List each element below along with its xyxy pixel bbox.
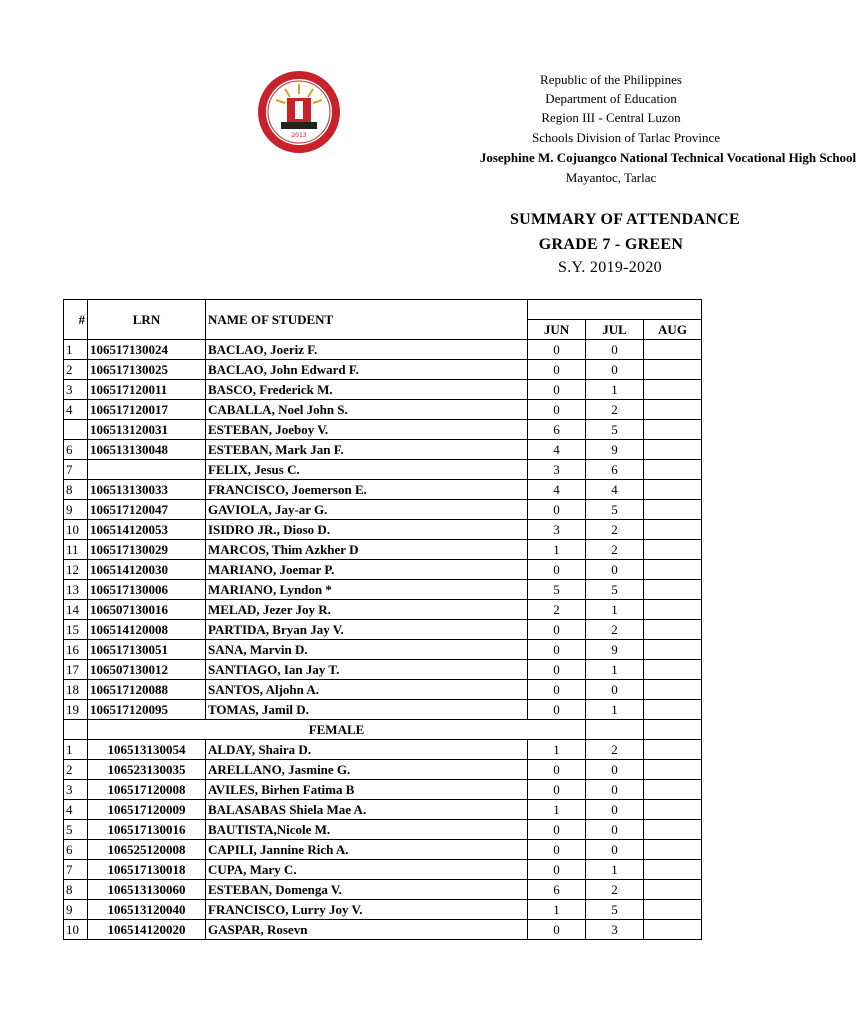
row-jun-absences: 3 [528, 460, 586, 480]
row-lrn: 106517130018 [88, 860, 206, 880]
row-lrn: 106517120095 [88, 700, 206, 720]
row-jun-absences: 3 [528, 520, 586, 540]
row-aug-absences [644, 360, 702, 380]
table-row [64, 340, 702, 360]
row-student-name: MARCOS, Thim Azkher D [206, 540, 528, 560]
header-month-jul: JUL [586, 320, 644, 340]
row-lrn: 106517130024 [88, 340, 206, 360]
table-row [64, 500, 702, 520]
row-aug-absences [644, 820, 702, 840]
row-jul-absences: 0 [586, 680, 644, 700]
row-aug-absences [644, 660, 702, 680]
row-jul-absences: 5 [586, 580, 644, 600]
table-row [64, 680, 702, 700]
row-student-name: AVILES, Birhen Fatima B [206, 780, 528, 800]
row-jul-absences: 0 [586, 340, 644, 360]
row-number: 2 [64, 360, 88, 380]
row-lrn: 106513130048 [88, 440, 206, 460]
table-row [64, 760, 702, 780]
row-lrn: 106517130025 [88, 360, 206, 380]
row-jun-absences: 0 [528, 620, 586, 640]
row-jun-absences: 0 [528, 760, 586, 780]
row-jun-absences: 0 [528, 360, 586, 380]
row-lrn: 106517120047 [88, 500, 206, 520]
title-school-year: S.Y. 2019-2020 [558, 259, 662, 276]
table-row [64, 860, 702, 880]
row-student-name: FRANCISCO, Joemerson E. [206, 480, 528, 500]
table-row [64, 380, 702, 400]
row-jun-absences: 0 [528, 340, 586, 360]
row-aug-absences [644, 780, 702, 800]
row-aug-absences [644, 640, 702, 660]
table-row [64, 660, 702, 680]
row-jun-absences: 0 [528, 820, 586, 840]
row-student-name: FRANCISCO, Lurry Joy V. [206, 900, 528, 920]
row-number: 13 [64, 580, 88, 600]
row-jun-absences: 2 [528, 600, 586, 620]
row-student-name: MARIANO, Lyndon * [206, 580, 528, 600]
row-number: 15 [64, 620, 88, 640]
row-lrn: 106517120009 [88, 800, 206, 820]
female-row-blank [64, 720, 88, 740]
row-jun-absences: 0 [528, 560, 586, 580]
row-lrn: 106507130016 [88, 600, 206, 620]
row-number: 17 [64, 660, 88, 680]
row-jun-absences: 0 [528, 840, 586, 860]
row-aug-absences [644, 540, 702, 560]
row-jul-absences: 5 [586, 420, 644, 440]
row-aug-absences [644, 740, 702, 760]
row-lrn: 106513130054 [88, 740, 206, 760]
table-row [64, 620, 702, 640]
row-jul-absences: 1 [586, 700, 644, 720]
table-row [64, 780, 702, 800]
row-number: 12 [64, 560, 88, 580]
table-row [64, 400, 702, 420]
row-student-name: BASCO, Frederick M. [206, 380, 528, 400]
row-student-name: ALDAY, Shaira D. [206, 740, 528, 760]
row-aug-absences [644, 800, 702, 820]
row-jul-absences: 2 [586, 880, 644, 900]
table-row [64, 840, 702, 860]
row-aug-absences [644, 400, 702, 420]
row-student-name: BACLAO, Joeriz F. [206, 340, 528, 360]
row-aug-absences [644, 760, 702, 780]
header-lrn: LRN [88, 300, 206, 340]
row-number: 14 [64, 600, 88, 620]
row-jul-absences: 3 [586, 920, 644, 940]
row-aug-absences [644, 420, 702, 440]
row-lrn: 106507130012 [88, 660, 206, 680]
row-number: 11 [64, 540, 88, 560]
row-lrn: 106514120008 [88, 620, 206, 640]
row-student-name: ESTEBAN, Domenga V. [206, 880, 528, 900]
header-school-name: Josephine M. Cojuangco National Technical Vocational High School [479, 150, 856, 165]
female-row-blank [586, 720, 644, 740]
row-lrn: 106517130051 [88, 640, 206, 660]
row-number: 8 [64, 480, 88, 500]
row-lrn: 106517130006 [88, 580, 206, 600]
row-student-name: ISIDRO JR., Dioso D. [206, 520, 528, 540]
header-month-jun: JUN [528, 320, 586, 340]
row-jun-absences: 5 [528, 580, 586, 600]
row-aug-absences [644, 920, 702, 940]
row-jun-absences: 1 [528, 540, 586, 560]
row-number: 7 [64, 860, 88, 880]
row-jul-absences: 5 [586, 500, 644, 520]
row-jul-absences: 0 [586, 780, 644, 800]
row-number: 18 [64, 680, 88, 700]
attendance-table [63, 299, 702, 940]
row-number: 5 [64, 820, 88, 840]
table-row [64, 740, 702, 760]
row-jul-absences: 5 [586, 900, 644, 920]
row-lrn: 106517130016 [88, 820, 206, 840]
row-student-name: BACLAO, John Edward F. [206, 360, 528, 380]
table-row [64, 640, 702, 660]
row-lrn: 106513130060 [88, 880, 206, 900]
row-aug-absences [644, 560, 702, 580]
row-student-name: MELAD, Jezer Joy R. [206, 600, 528, 620]
row-lrn: 106514120020 [88, 920, 206, 940]
row-student-name: MARIANO, Joemar P. [206, 560, 528, 580]
row-number: 7 [64, 460, 88, 480]
row-student-name: GASPAR, Rosevn [206, 920, 528, 940]
row-aug-absences [644, 600, 702, 620]
row-student-name: SANA, Marvin D. [206, 640, 528, 660]
row-student-name: ESTEBAN, Joeboy V. [206, 420, 528, 440]
row-student-name: ESTEBAN, Mark Jan F. [206, 440, 528, 460]
female-section-label: FEMALE [88, 720, 586, 740]
table-row [64, 460, 702, 480]
row-aug-absences [644, 840, 702, 860]
row-jun-absences: 0 [528, 400, 586, 420]
row-jul-absences: 2 [586, 520, 644, 540]
header-num: # [64, 300, 88, 340]
row-jun-absences: 0 [528, 660, 586, 680]
title-summary: SUMMARY OF ATTENDANCE [509, 211, 741, 228]
table-row [64, 600, 702, 620]
row-lrn: 106517120017 [88, 400, 206, 420]
row-jul-absences: 1 [586, 600, 644, 620]
row-jun-absences: 0 [528, 860, 586, 880]
row-number: 3 [64, 780, 88, 800]
table-row [64, 440, 702, 460]
row-aug-absences [644, 680, 702, 700]
header-month-aug: AUG [644, 320, 702, 340]
row-jun-absences: 4 [528, 440, 586, 460]
row-jun-absences: 6 [528, 880, 586, 900]
row-jun-absences: 0 [528, 380, 586, 400]
row-number: 1 [64, 740, 88, 760]
row-jun-absences: 0 [528, 640, 586, 660]
row-jul-absences: 2 [586, 540, 644, 560]
row-jul-absences: 9 [586, 440, 644, 460]
table-row [64, 700, 702, 720]
row-jun-absences: 4 [528, 480, 586, 500]
row-aug-absences [644, 500, 702, 520]
row-lrn: 106525120008 [88, 840, 206, 860]
row-number: 8 [64, 880, 88, 900]
row-student-name: PARTIDA, Bryan Jay V. [206, 620, 528, 640]
title-grade: GRADE 7 - GREEN [538, 236, 684, 253]
table-row [64, 360, 702, 380]
header-line-deped: Department of Education [545, 91, 677, 106]
table-row [64, 900, 702, 920]
table-row [64, 560, 702, 580]
row-lrn: 106517130029 [88, 540, 206, 560]
row-jul-absences: 2 [586, 740, 644, 760]
table-row [64, 580, 702, 600]
row-aug-absences [644, 900, 702, 920]
row-jul-absences: 6 [586, 460, 644, 480]
row-student-name: CABALLA, Noel John S. [206, 400, 528, 420]
table-row [64, 820, 702, 840]
row-lrn: 106517120088 [88, 680, 206, 700]
table-row [64, 540, 702, 560]
header-months-span [528, 300, 702, 320]
row-aug-absences [644, 580, 702, 600]
row-number: 9 [64, 900, 88, 920]
row-number: 1 [64, 340, 88, 360]
row-lrn: 106514120030 [88, 560, 206, 580]
table-row [64, 800, 702, 820]
row-jul-absences: 0 [586, 820, 644, 840]
row-number: 10 [64, 520, 88, 540]
row-student-name: BALASABAS Shiela Mae A. [206, 800, 528, 820]
header-name: NAME OF STUDENT [206, 300, 528, 340]
row-aug-absences [644, 380, 702, 400]
row-student-name: FELIX, Jesus C. [206, 460, 528, 480]
row-aug-absences [644, 480, 702, 500]
header-line-division: Schools Division of Tarlac Province [531, 130, 721, 145]
row-lrn: 106514120053 [88, 520, 206, 540]
row-student-name: CAPILI, Jannine Rich A. [206, 840, 528, 860]
row-number: 9 [64, 500, 88, 520]
row-jul-absences: 0 [586, 360, 644, 380]
row-jul-absences: 1 [586, 380, 644, 400]
row-student-name: SANTOS, Aljohn A. [206, 680, 528, 700]
row-lrn: 106517120011 [88, 380, 206, 400]
row-aug-absences [644, 620, 702, 640]
row-aug-absences [644, 880, 702, 900]
row-jun-absences: 6 [528, 420, 586, 440]
row-jun-absences: 1 [528, 900, 586, 920]
row-aug-absences [644, 700, 702, 720]
table-header-top [64, 300, 702, 320]
row-jul-absences: 0 [586, 800, 644, 820]
row-jul-absences: 0 [586, 840, 644, 860]
row-student-name: BAUTISTA,Nicole M. [206, 820, 528, 840]
row-lrn: 106513130033 [88, 480, 206, 500]
table-row [64, 420, 702, 440]
row-aug-absences [644, 520, 702, 540]
row-number [64, 420, 88, 440]
row-jul-absences: 0 [586, 760, 644, 780]
row-student-name: CUPA, Mary C. [206, 860, 528, 880]
row-aug-absences [644, 860, 702, 880]
row-student-name: GAVIOLA, Jay-ar G. [206, 500, 528, 520]
table-row [64, 880, 702, 900]
row-number: 16 [64, 640, 88, 660]
row-number: 2 [64, 760, 88, 780]
row-number: 19 [64, 700, 88, 720]
row-aug-absences [644, 460, 702, 480]
row-number: 4 [64, 400, 88, 420]
header-line-republic: Republic of the Philippines [540, 72, 682, 87]
row-jul-absences: 2 [586, 620, 644, 640]
row-student-name: TOMAS, Jamil D. [206, 700, 528, 720]
row-aug-absences [644, 440, 702, 460]
row-lrn: 106523130035 [88, 760, 206, 780]
row-number: 6 [64, 840, 88, 860]
row-lrn: 106517120008 [88, 780, 206, 800]
row-student-name: ARELLANO, Jasmine G. [206, 760, 528, 780]
row-number: 4 [64, 800, 88, 820]
row-jun-absences: 0 [528, 500, 586, 520]
header-line-region: Region III - Central Luzon [541, 110, 681, 125]
row-aug-absences [644, 340, 702, 360]
row-jun-absences: 0 [528, 920, 586, 940]
table-row [64, 920, 702, 940]
row-jun-absences: 1 [528, 740, 586, 760]
row-number: 6 [64, 440, 88, 460]
header-town: Mayantoc, Tarlac [565, 170, 657, 185]
row-jul-absences: 2 [586, 400, 644, 420]
seal-year: 2013 [291, 132, 307, 139]
table-row [64, 520, 702, 540]
row-lrn: 106513120031 [88, 420, 206, 440]
row-jul-absences: 1 [586, 860, 644, 880]
female-row-blank [644, 720, 702, 740]
row-jun-absences: 0 [528, 700, 586, 720]
row-number: 10 [64, 920, 88, 940]
row-jun-absences: 0 [528, 780, 586, 800]
row-jul-absences: 9 [586, 640, 644, 660]
row-student-name: SANTIAGO, Ian Jay T. [206, 660, 528, 680]
female-section-row [64, 720, 702, 740]
row-number: 3 [64, 380, 88, 400]
row-jun-absences: 1 [528, 800, 586, 820]
row-lrn: 106513120040 [88, 900, 206, 920]
row-jun-absences: 0 [528, 680, 586, 700]
row-jul-absences: 0 [586, 560, 644, 580]
row-jul-absences: 4 [586, 480, 644, 500]
row-lrn [88, 460, 206, 480]
row-jul-absences: 1 [586, 660, 644, 680]
table-row [64, 480, 702, 500]
